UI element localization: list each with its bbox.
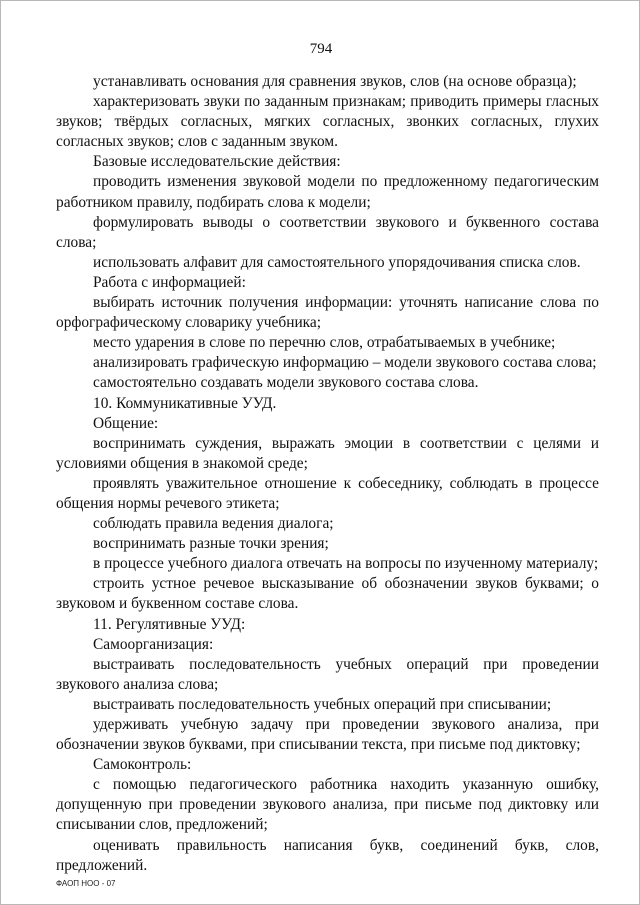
paragraph: с помощью педагогического работника находить указанную ошибку, допущенную при проведении звукового анализа, при письме под диктовку или списывании слов, предложений;: [56, 776, 599, 834]
paragraph: оценивать правильность написания букв, соединений букв, слов, предложений.: [56, 836, 599, 874]
subheading: Самоконтроль:: [93, 756, 192, 774]
page-number: 794: [309, 41, 333, 57]
paragraph: использовать алфавит для самостоятельного упорядочивания списка слов.: [93, 253, 581, 271]
paragraph: соблюдать правила ведения диалога;: [93, 515, 334, 533]
paragraph: в процессе учебного диалога отвечать на вопросы по изученному материалу;: [93, 555, 599, 573]
paragraph: Работа с информацией:: [93, 273, 246, 291]
subheading: Самоорганизация:: [93, 635, 214, 653]
section-heading: 11. Регулятивные УУД:: [93, 615, 246, 633]
section-heading: 10. Коммуникативные УУД.: [93, 394, 277, 412]
paragraph: воспринимать разные точки зрения;: [93, 535, 329, 553]
paragraph: выбирать источник получения информации: уточнять написание слова по орфографическому словарику учебника;: [56, 294, 599, 332]
paragraph: удерживать учебную задачу при проведении звукового анализа, при обозначении звуков буквами, при списывании текста, при письме под диктовку;: [56, 716, 599, 754]
footer-code: ФАОП НОО - 07: [56, 879, 116, 888]
subheading: Общение:: [93, 414, 159, 432]
paragraph: выстраивать последовательность учебных операций при списывании;: [93, 695, 552, 713]
paragraph: формулировать выводы о соответствии звукового и буквенного состава слова;: [56, 213, 599, 251]
paragraph: выстраивать последовательность учебных операций при проведении звукового анализа слова;: [56, 655, 599, 693]
paragraph: Базовые исследовательские действия:: [93, 153, 341, 171]
paragraph: анализировать графическую информацию – модели звукового состава слова;: [93, 354, 597, 372]
paragraph: устанавливать основания для сравнения звуков, слов (на основе образца);: [93, 73, 577, 90]
paragraph: самостоятельно создавать модели звукового состава слова.: [93, 374, 479, 392]
paragraph: воспринимать суждения, выражать эмоции в соответствии с целями и условиями общения в знакомой среде;: [56, 434, 599, 472]
paragraph: строить устное речевое высказывание об обозначении звуков буквами; о звуковом и буквенном составе слова.: [56, 575, 599, 613]
body-text: [56, 72, 599, 876]
paragraph: проявлять уважительное отношение к собеседнику, соблюдать в процессе общения нормы речевого этикета;: [56, 474, 599, 512]
paragraph: проводить изменения звуковой модели по предложенному педагогическим работником правилу, подбирать слова к модели;: [56, 173, 599, 211]
paragraph: характеризовать звуки по заданным признакам; приводить примеры гласных звуков; твёрдых согласных, мягких согласных, звонких согласных, глухих согласных звуков; слов с заданным звуком.: [56, 93, 599, 151]
paragraph: место ударения в слове по перечню слов, отрабатываемых в учебнике;: [93, 334, 556, 352]
